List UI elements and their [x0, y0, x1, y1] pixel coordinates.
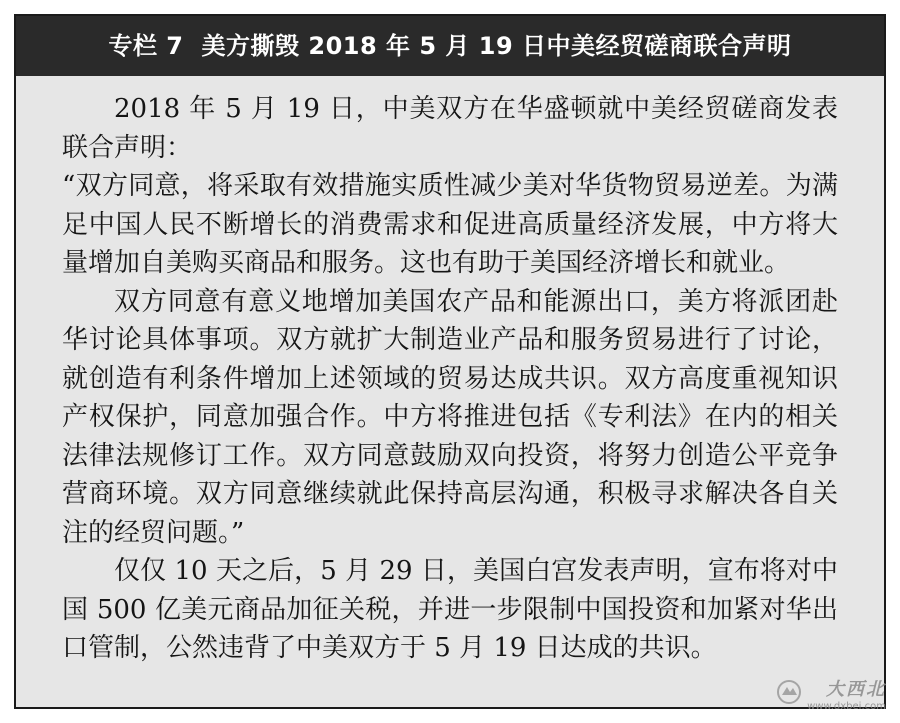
box-title-bar — [16, 16, 884, 76]
box-label: 专栏 7 — [108, 32, 184, 60]
watermark-brand: 大西北 — [826, 679, 886, 700]
paragraph-intro: 2018 年 5 月 19 日，中美双方在华盛顿就中美经贸磋商发表联合声明： — [62, 94, 838, 163]
paragraph-quote-2: 双方同意有意义地增加美国农产品和能源出口，美方将派团赴华讨论具体事项。双方就扩大制造业产品和服务贸易进行了讨论，就创造有利条件增加上述领域的贸易达成共识。双方高度重视知识产权保护，同意加强合作。中方将推进包括《专利法》在内的相关法律法规修订工作。双方同意鼓励双向投资，将努力创造公平竞争营商环境。双方同意继续就此保持高层沟通，积极寻求解决各自关注的经贸问题。” — [62, 286, 838, 548]
paragraph-quote-1: “双方同意，将采取有效措施实质性减少美对华货物贸易逆差。为满足中国人民不断增长的消费需求和促进高质量经济发展，中方将大量增加自美购买商品和服务。这也有助于美国经济增长和就业。 — [62, 171, 838, 278]
watermark — [776, 679, 886, 719]
paragraph-conclusion: 仅仅 10 天之后，5 月 29 日，美国白宫发表声明，宣布将对中国 500 亿美元商品加征关税，并进一步限制中国投资和加紧对华出口管制，公然违背了中美双方于 5 月 19 日达成的共识。 — [62, 556, 838, 663]
box-title: 美方撕毁 2018 年 5 月 19 日中美经贸磋商联合声明 — [201, 32, 792, 60]
watermark-logo-icon — [776, 679, 802, 705]
box-body — [16, 76, 884, 668]
watermark-url: www.dxbei.com — [807, 701, 886, 712]
info-box — [14, 14, 886, 709]
